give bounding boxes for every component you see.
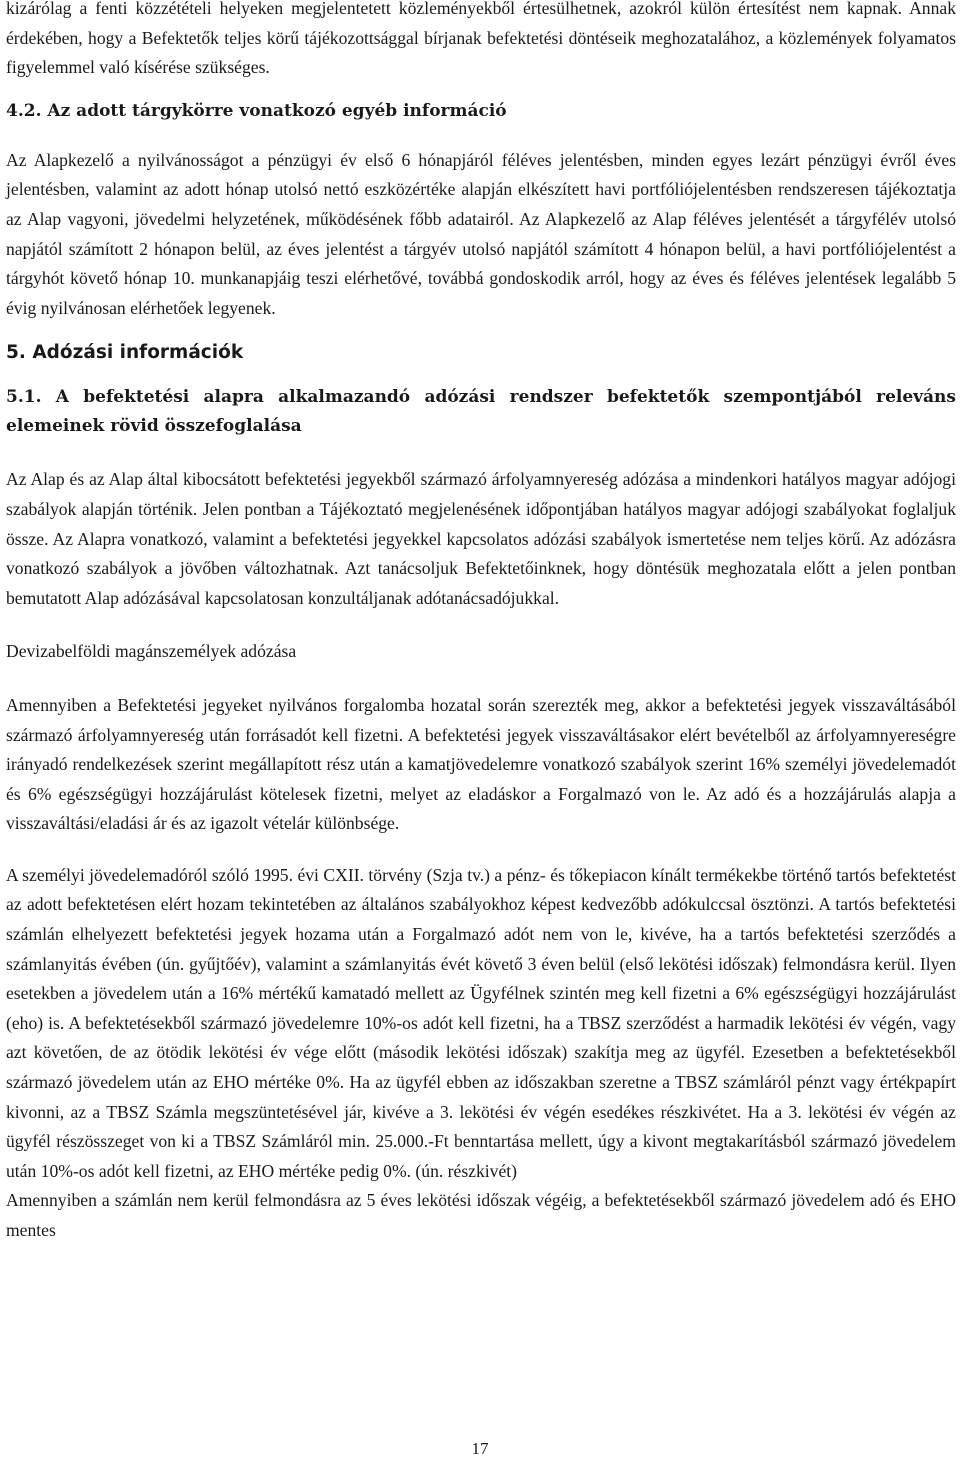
- section-4-2-heading: 4.2. Az adott tárgykörre vonatkozó egyéb információ: [6, 100, 507, 121]
- devizabelfoldi-paragraph-2: A személyi jövedelemadóról szóló 1995. évi CXII. törvény (Szja tv.) a pénz- és tőkepiacon kínált termékekbe történő tartós befektetést az adott befektetésen elért hozam tekintetében az általános szabályokhoz képest kedvezőbb adókulccsal ösztönzi. A tartós befektetési számlán elhelyezett befektetési jegyek hozama után a Forgalmazó adót nem von le, kivéve, ha a tartós befektetési szerződés a számlanyitás évében (ún. gyűjtőév), valamint a számlanyitás évét követő 3 éven belül (első lekötési időszak) felmondásra kerül. Ilyen esetekben a jövedelem után a 16% mértékű kamatadó mellett az Ügyfélnek szintén meg kell fizetni a 6% egészségügyi hozzájárulást (eho) is. A befektetésekből származó jövedelemre 10%-os adót kell fizetni, ha a TBSZ szerződést a harmadik lekötési év végén, vagy azt követően, de az ötödik lekötési év vége előtt (második lekötési időszak) szakítja meg az ügyfél. Ezesetben a befektetésekből származó jövedelem után az EHO mértéke 0%. Ha az ügyfél ebben az időszakban szeretne a TBSZ számláról pénzt vagy értékpapírt kivonni, az a TBSZ Számla megszüntetésével jár, kivéve a 3. lekötési év végén esedékes részkivétet. Ha a 3. lekötési év végén az ügyfél részösszeget von ki a TBSZ Számláról min. 25.000.-Ft benntartása mellett, úgy a kivont megtakarításból származó jövedelem után 10%-os adót kell fizetni, az EHO mértéke pedig 0%. (ún. részkivét): [6, 864, 956, 1181]
- devizabelfoldi-paragraph-3: Amennyiben a számlán nem kerül felmondásra az 5 éves lekötési időszak végéig, a befektetésekből származó jövedelem adó és EHO mentes: [6, 1190, 956, 1240]
- document-page: [6, 0, 956, 1246]
- intro-paragraph: kizárólag a fenti közzétételi helyeken megjelentetett közleményekből értesülhetnek, azokról külön értesítést nem kapnak. Annak érdekében, hogy a Befektetők teljes körű tájékozottsággal bírjanak befektetési döntéseik meghozatalához, a közlemények folyamatos figyelemmel való kísérése szükséges.: [6, 0, 956, 78]
- section-5-1-paragraph: Az Alap és az Alap által kibocsátott befektetési jegyekből származó árfolyamnyereség adózása a mindenkori hatályos magyar adójogi szabályok alapján történik. Jelen pontban a Tájékoztató megjelenésének időpontjában hatályos magyar adójogi szabályokat foglaljuk össze. Az Alapra vonatkozó, valamint a befektetési jegyekkel kapcsolatos adózási szabályok ismertetése nem teljes körű. Az adózásra vonatkozó szabályok a jövőben változhatnak. Azt tanácsoljuk Befektetőinknek, hogy döntésük meghozatala előtt a jelen pontban bemutatott Alap adózásával kapcsolatosan konzultáljanak adótanácsadójukkal.: [6, 469, 956, 608]
- section-5-1-heading: 5.1. A befektetési alapra alkalmazandó adózási rendszer befektetők szempontjából releváns elemeinek rövid összefoglalása: [6, 387, 956, 437]
- devizabelfoldi-paragraph-1: Amennyiben a Befektetési jegyeket nyilvános forgalomba hozatal során szerezték meg, akkor a befektetési jegyek visszaváltásából származó árfolyamnyereség után forrásadót kell fizetni. A befektetési jegyek visszaváltásakor elért bevételből az árfolyamnyereségre irányadó rendelkezések szerint megállapított rész után a kamatjövedelemre vonatkozó szabályok szerint 16% személyi jövedelemadót és 6% egészségügyi hozzájárulást kötelesek fizetni, melyet az eladáskor a Forgalmazó von le. Az adó és a hozzájárulás alapja a visszaváltási/eladási ár és az igazolt vételár különbsége.: [6, 694, 956, 834]
- page-number: 17: [471, 1439, 489, 1458]
- section-4-2-paragraph: Az Alapkezelő a nyilvánosságot a pénzügyi év első 6 hónapjáról féléves jelentésben, minden egyes lezárt pénzügyi évről éves jelentésben, valamint az adott hónap utolsó nettó eszközértéke alapján elkészített havi portfóliójelentésben rendszeresen tájékoztatja az Alap vagyoni, jövedelmi helyzetének, működésének főbb adatairól. Az Alapkezelő az Alap féléves jelentését a tárgyfélév utolsó napjától számított 2 hónapon belül, az éves jelentést a tárgyév utolsó napjától számított 4 hónapon belül, a havi portfóliójelentést a tárgyhót követő hónap 10. munkanapjáig teszi elérhetővé, továbbá gondoskodik arról, hogy az éves és féléves jelentések legalább 5 évig nyilvánosan elérhetőek legyenek.: [6, 149, 956, 318]
- devizabelfoldi-heading: Devizabelföldi magánszemélyek adózása: [6, 641, 297, 662]
- section-5-heading: 5. Adózási információk: [6, 342, 244, 364]
